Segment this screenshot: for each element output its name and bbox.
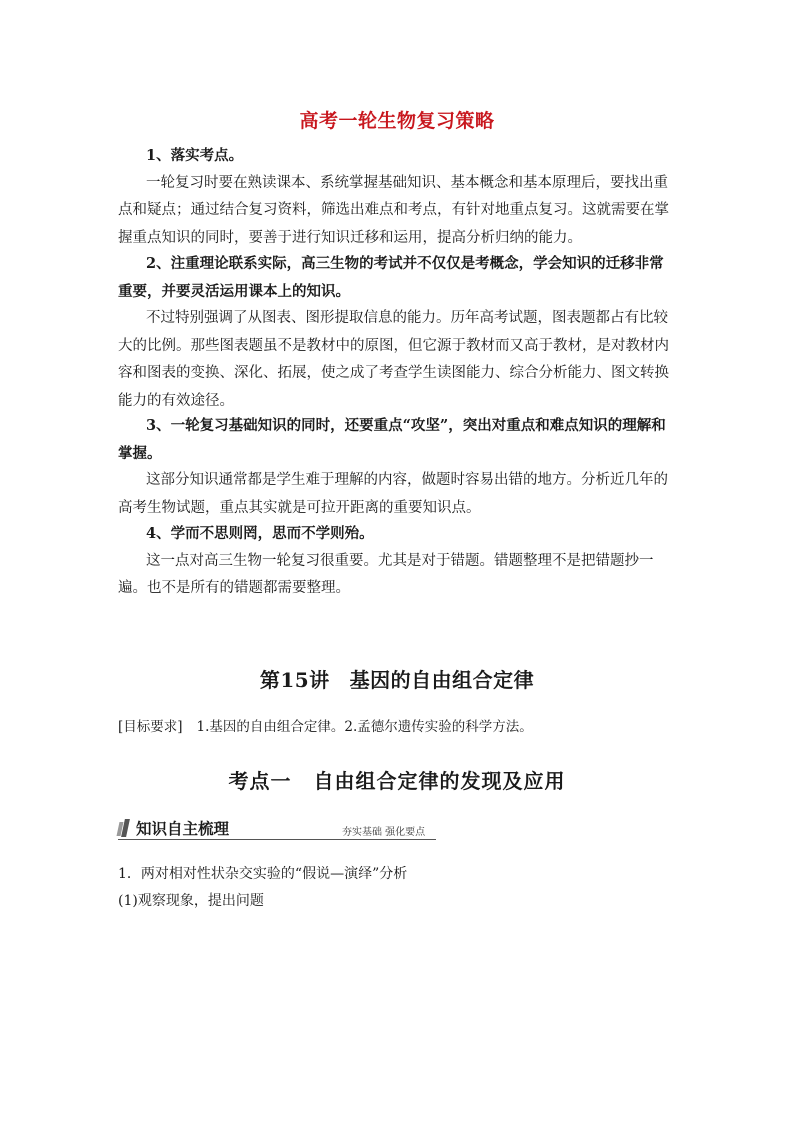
section-body: 这部分知识通常都是学生难于理解的内容，做题时容易出错的地方。分析近几年的高考生物试题，重点其实就是可拉开距离的重要知识点。	[118, 472, 668, 516]
point-number: 考点一	[228, 769, 292, 793]
section-bar-heading: 知识自主梳理	[136, 820, 230, 838]
section-body: 这一点对高三生物一轮复习很重要。尤其是对于错题。错题整理不是把错题抄一遍。也不是所有的错题都需要整理。	[118, 552, 654, 596]
section-heading: 4、学而不思则罔，思而不学则殆。	[146, 525, 374, 542]
objective-text: 1.基因的自由组合定律。2.孟德尔遗传实验的科学方法。	[196, 719, 533, 735]
section-heading: 1、落实考点。	[146, 147, 244, 164]
strategy-section-4	[118, 520, 678, 603]
page-title: 高考一轮生物复习策略	[299, 110, 495, 132]
section-bar-subtitle: 夯实基础 强化要点	[342, 827, 426, 838]
list-item: (1)观察现象，提出问题	[118, 893, 264, 909]
strategy-section-2	[118, 250, 678, 415]
lecture-number: 第15讲	[259, 668, 330, 692]
section-body: 不过特别强调了从图表、图形提取信息的能力。历年高考试题，图表题都占有比较大的比例。那些图表题虽不是教材中的原图，但它源于教材而又高于教材，是对教材内容和图表的变换、深化、拓展，使之成了考查学生读图能力、综合分析能力、图文转换能力的有效途径。	[118, 310, 669, 409]
lecture-title	[0, 664, 794, 693]
section-heading: 2、注重理论联系实际，高三生物的考试并不仅仅是考概念，学会知识的迁移非常重要，并要灵活运用课本上的知识。	[118, 255, 664, 300]
section-heading: 3、一轮复习基础知识的同时，还要重点“攻坚”，突出对重点和难点知识的理解和掌握。	[118, 417, 666, 462]
lecture-name: 基因的自由组合定律	[349, 668, 535, 692]
list-item: 1．两对相对性状杂交实验的“假说—演绎”分析	[118, 866, 408, 882]
strategy-section-1	[118, 142, 678, 252]
objective-tag: [目标要求]	[118, 719, 183, 735]
section-body: 一轮复习时要在熟读课本、系统掌握基础知识、基本概念和基本原理后，要找出重点和疑点；通过结合复习资料，筛选出难点和考点，有针对地重点复习。这就需要在掌握重点知识的同时，要善于进行知识迁移和运用，提高分析归纳的能力。	[118, 174, 669, 246]
point-title	[0, 765, 794, 794]
flag-icon	[118, 819, 128, 837]
point-name: 自由组合定律的发现及应用	[313, 769, 566, 793]
objective-line	[118, 715, 533, 735]
strategy-section-3	[118, 412, 678, 522]
section-bar	[118, 817, 436, 840]
